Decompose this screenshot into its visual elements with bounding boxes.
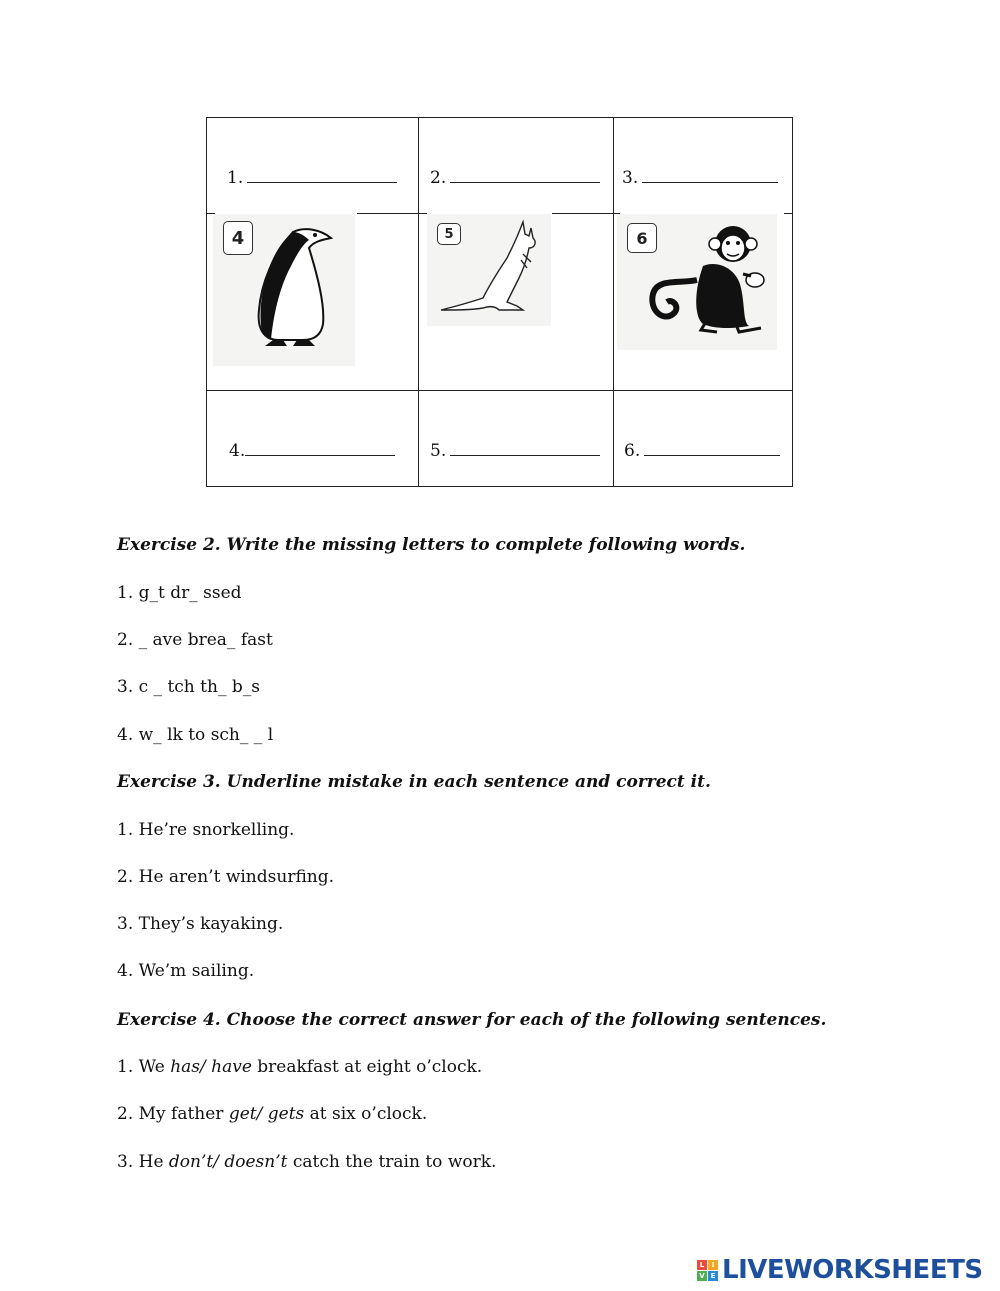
answer-choice[interactable]: get/ gets [228,1104,305,1124]
answer-blank-1[interactable] [227,168,397,188]
blank-number: 6. [624,441,641,461]
answer-blank-6[interactable] [624,441,780,461]
answer-choice[interactable]: don’t/ doesn’t [168,1152,288,1172]
grid-divider [357,213,427,214]
blank-number: 5. [430,441,447,461]
grid-divider [418,118,419,486]
exercise-4-item [117,1152,496,1172]
exercise-3-item: 2. He aren’t windsurfing. [117,867,335,887]
exercise-4-item [117,1057,482,1077]
exercise-2-item: 2. _ ave brea_ fast [117,630,273,650]
sentence-end: breakfast at eight o’clock. [251,1057,483,1077]
exercise-4-heading: Exercise 4. Choose the correct answer for each of the following sentences. [117,1010,827,1030]
exercise-3-heading: Exercise 3. Underline mistake in each sentence and correct it. [117,772,711,792]
kangaroo-icon [427,214,551,326]
exercise-4-item [117,1104,427,1124]
blank-number: 1. [227,168,244,188]
exercise-2-item: 1. g_t dr_ ssed [117,583,242,603]
exercise-2-item: 4. w_ lk to sch_ _ l [117,725,274,745]
monkey-picture [617,214,777,350]
kangaroo-picture [427,214,551,326]
exercise-2-item: 3. c _ tch th_ b_s [117,677,260,697]
blank-number: 4. [229,441,246,461]
liveworksheets-logo[interactable] [697,1254,983,1286]
picture-grid [206,117,793,487]
answer-blank-3[interactable] [622,168,778,188]
picture-number-badge: 4 [223,221,253,255]
sentence-end: catch the train to work. [287,1152,497,1172]
answer-blank-4[interactable] [229,441,395,461]
penguin-icon [213,214,355,366]
sentence-start: 1. We [117,1057,171,1077]
answer-blank-5[interactable] [430,441,600,461]
grid-divider [552,213,620,214]
sentence-start: 3. He [117,1152,169,1172]
grid-divider [207,390,793,391]
grid-divider [613,118,614,486]
answer-blank-2[interactable] [430,168,600,188]
monkey-icon [617,214,777,350]
exercise-3-item: 4. We’m sailing. [117,961,255,981]
logo-text: LIVEWORKSHEETS [722,1255,983,1285]
blank-number: 2. [430,168,447,188]
exercise-3-item: 3. They’s kayaking. [117,914,284,934]
picture-number-badge: 5 [437,223,461,245]
sentence-end: at six o’clock. [304,1104,428,1124]
blank-number: 3. [622,168,639,188]
sentence-start: 2. My father [117,1104,229,1124]
exercise-3-item: 1. He’re snorkelling. [117,820,295,840]
logo-icon: L I V E [697,1260,718,1281]
grid-divider [784,213,793,214]
picture-number-badge: 6 [627,223,657,253]
answer-choice[interactable]: has/ have [170,1057,252,1077]
exercise-2-heading: Exercise 2. Write the missing letters to complete following words. [117,535,746,555]
penguin-picture [213,214,355,366]
